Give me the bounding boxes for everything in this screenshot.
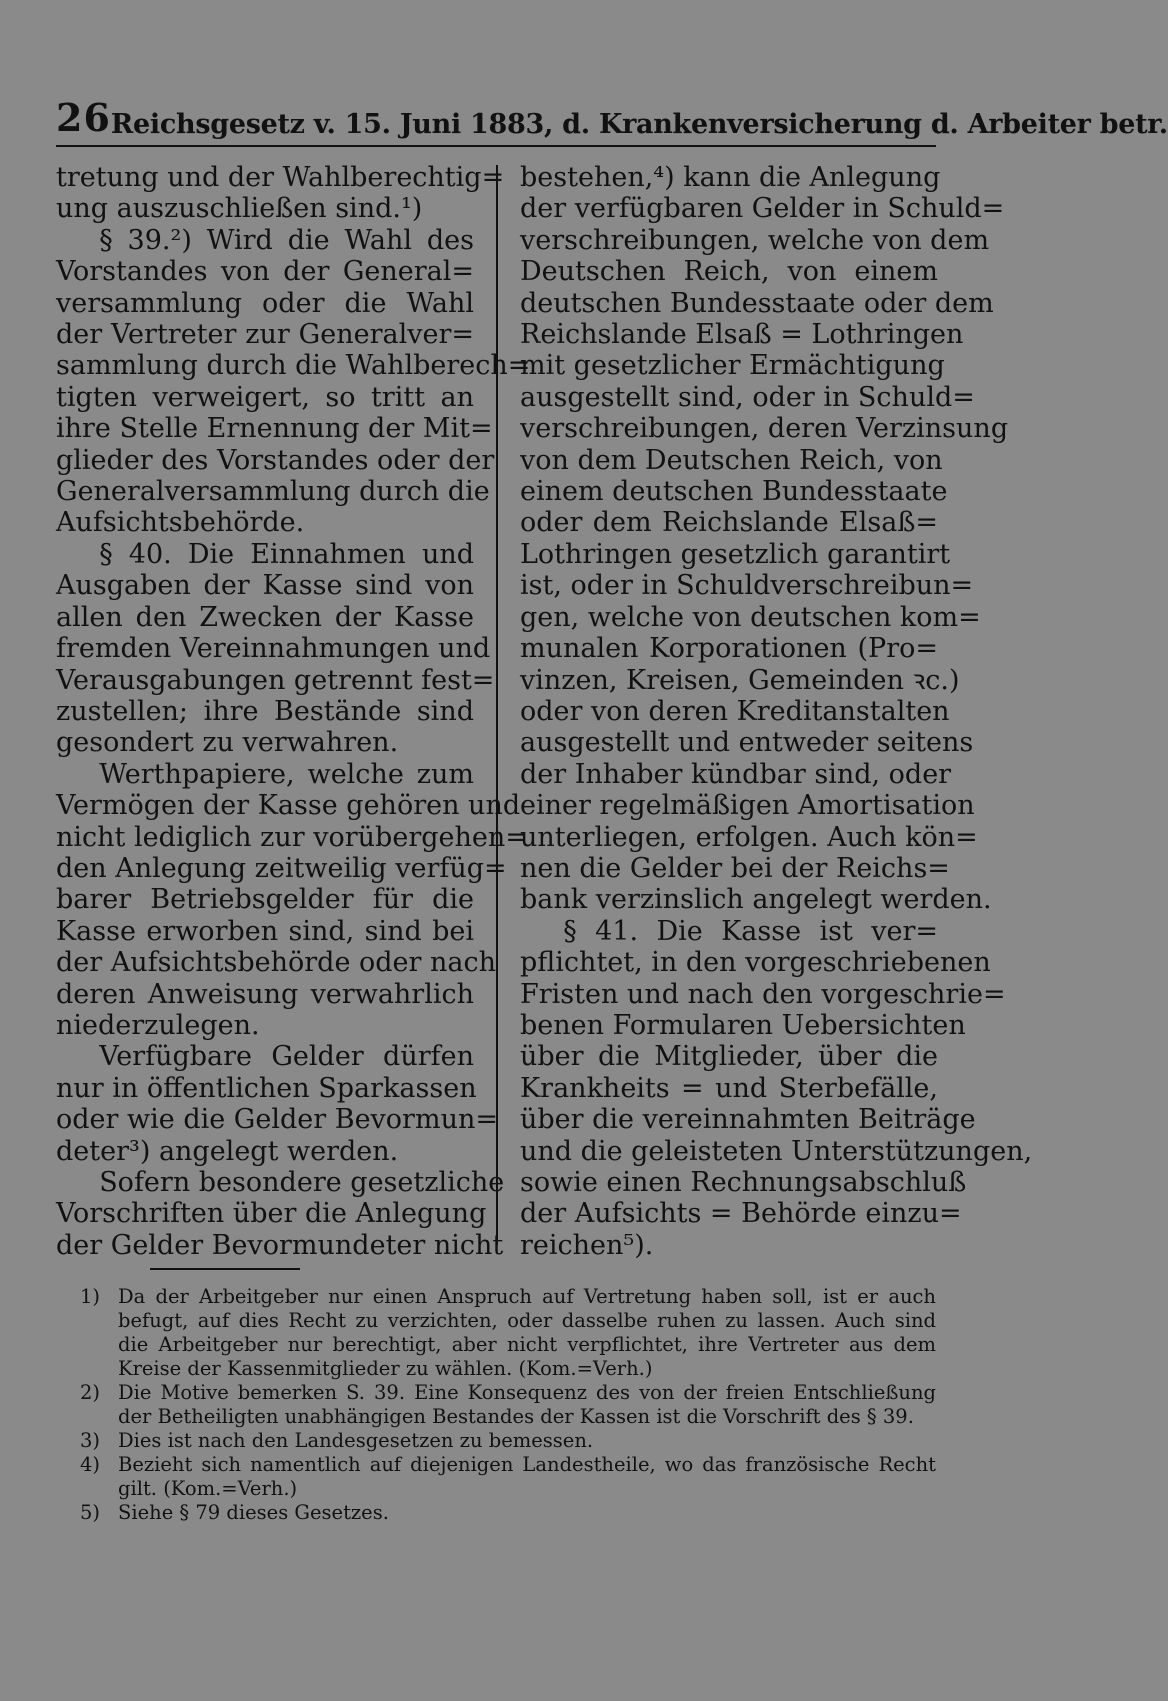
footnote bbox=[80, 1501, 936, 1525]
footnote-line: befugt, auf dies Recht zu verzichten, oder dasselbe ruhen zu lassen. Auch sind bbox=[118, 1309, 936, 1332]
text-line: Vorstandes von der General= bbox=[56, 256, 474, 288]
text-line: § 41. Die Kasse ist ver= bbox=[563, 915, 938, 947]
running-header bbox=[56, 92, 1168, 140]
text-line: munalen Korporationen (Pro= bbox=[520, 633, 938, 665]
text-line: den Anlegung zeitweilig verfüg= bbox=[56, 852, 507, 884]
text-line: tretung und der Wahlberechtig= bbox=[56, 162, 505, 193]
text-line: allen den Zwecken der Kasse bbox=[56, 601, 474, 633]
text-line: bank verzinslich angelegt werden. bbox=[520, 884, 992, 916]
text-line: ihre Stelle Ernennung der Mit= bbox=[56, 413, 493, 445]
text-line: fremden Vereinnahmungen und bbox=[56, 633, 491, 665]
left-column bbox=[56, 162, 531, 1261]
text-line: Kasse erworben sind, sind bei bbox=[56, 915, 474, 947]
text-line: verschreibungen, welche von dem bbox=[520, 224, 990, 256]
footnote-line: Dies ist nach den Landesgesetzen zu bemessen. bbox=[118, 1429, 594, 1452]
text-line: ausgestellt und entweder seitens bbox=[520, 727, 974, 759]
text-line: Krankheits = und Sterbefälle, bbox=[520, 1072, 938, 1104]
text-line: Sofern besondere gesetzliche bbox=[99, 1167, 505, 1198]
footnote bbox=[80, 1285, 936, 1381]
text-line: Generalversammlung durch die bbox=[56, 476, 490, 508]
text-line: § 39.²) Wird die Wahl des bbox=[99, 224, 474, 256]
text-line: glieder des Vorstandes oder der bbox=[56, 444, 495, 476]
text-line: zustellen; ihre Bestände sind bbox=[56, 695, 474, 727]
footnote-marker: 3) bbox=[80, 1429, 101, 1452]
running-title: Reichsgesetz v. 15. Juni 1883, d. Krankenversicherung d. Arbeiter betr. bbox=[110, 109, 1168, 140]
text-line: gesondert zu verwahren. bbox=[56, 727, 399, 759]
text-line: nur in öffentlichen Sparkassen bbox=[56, 1072, 477, 1104]
text-line: niederzulegen. bbox=[56, 1009, 260, 1041]
footnote-text bbox=[118, 1381, 936, 1429]
footnote-text bbox=[118, 1453, 936, 1501]
text-line: bestehen,⁴) kann die Anlegung bbox=[520, 162, 941, 193]
text-line: Verausgabungen getrennt fest= bbox=[56, 664, 495, 696]
footnote-line: Kreise der Kassenmitglieder zu wählen. (Kom.=Verh.) bbox=[118, 1357, 653, 1380]
right-column bbox=[520, 162, 1033, 1261]
text-line: sammlung durch die Wahlberech= bbox=[56, 350, 531, 382]
text-line: einem deutschen Bundesstaate bbox=[520, 476, 948, 508]
footnote-line: der Betheiligten unabhängigen Bestandes der Kassen ist die Vorschrift des § 39. bbox=[118, 1405, 914, 1428]
text-line: deter³) angelegt werden. bbox=[56, 1135, 399, 1167]
text-line: der Inhaber kündbar sind, oder bbox=[520, 758, 952, 790]
text-line: deren Anweisung verwahrlich bbox=[56, 978, 474, 1010]
text-line: der verfügbaren Gelder in Schuld= bbox=[520, 193, 1005, 225]
text-line: gen, welche von deutschen kom= bbox=[520, 601, 981, 633]
text-line: sowie einen Rechnungsabschluß bbox=[520, 1167, 967, 1198]
text-line: Lothringen gesetzlich garantirt bbox=[520, 538, 951, 570]
footnote bbox=[80, 1381, 936, 1429]
footnote-line: die Arbeitgeber nur berechtigt, aber nicht verpflichtet, ihre Vertreter aus dem bbox=[118, 1333, 936, 1356]
footnote-text bbox=[118, 1285, 936, 1381]
footnote-marker: 1) bbox=[80, 1285, 101, 1308]
footnote bbox=[80, 1453, 936, 1501]
text-line: einer regelmäßigen Amortisation bbox=[520, 790, 975, 822]
footnote-marker: 4) bbox=[80, 1453, 101, 1476]
header-rule bbox=[56, 145, 936, 147]
text-line: Werthpapiere, welche zum bbox=[99, 758, 474, 790]
text-line: tigten verweigert, so tritt an bbox=[56, 381, 474, 413]
column-divider bbox=[496, 165, 498, 1245]
text-line: der Aufsichts = Behörde einzu= bbox=[520, 1198, 962, 1230]
text-line: mit gesetzlicher Ermächtigung bbox=[520, 350, 945, 382]
text-line: oder dem Reichslande Elsaß= bbox=[520, 507, 938, 539]
text-line: der Vertreter zur Generalver= bbox=[56, 319, 474, 351]
footnote-line: Die Motive bemerken S. 39. Eine Konsequenz des von der freien Entschließung bbox=[118, 1381, 936, 1404]
text-line: Ausgaben der Kasse sind von bbox=[56, 570, 474, 602]
footnote-text bbox=[118, 1429, 936, 1453]
text-line: versammlung oder die Wahl bbox=[56, 287, 474, 319]
text-line: und die geleisteten Unterstützungen, bbox=[520, 1135, 1033, 1167]
text-line: benen Formularen Uebersichten bbox=[520, 1009, 966, 1041]
footnote-text bbox=[118, 1501, 936, 1525]
text-line: oder wie die Gelder Bevormun= bbox=[56, 1104, 498, 1136]
footnote-line: gilt. (Kom.=Verh.) bbox=[118, 1477, 298, 1500]
text-line: ausgestellt sind, oder in Schuld= bbox=[520, 381, 975, 413]
text-line: Vorschriften über die Anlegung bbox=[56, 1198, 487, 1230]
footnote-marker: 5) bbox=[80, 1501, 101, 1524]
text-line: oder von deren Kreditanstalten bbox=[520, 695, 950, 727]
text-line: der Aufsichtsbehörde oder nach bbox=[56, 947, 497, 979]
text-line: pflichtet, in den vorgeschriebenen bbox=[520, 947, 991, 979]
text-line: § 40. Die Einnahmen und bbox=[99, 538, 474, 570]
footnote-rule bbox=[150, 1268, 300, 1270]
text-line: Verfügbare Gelder dürfen bbox=[99, 1041, 474, 1073]
text-line: verschreibungen, deren Verzinsung bbox=[520, 413, 1009, 445]
footnote bbox=[80, 1429, 936, 1453]
footnote-line: Siehe § 79 dieses Gesetzes. bbox=[118, 1501, 389, 1524]
text-line: reichen⁵). bbox=[520, 1229, 654, 1261]
text-line: nicht lediglich zur vorübergehen= bbox=[56, 821, 528, 853]
text-line: von dem Deutschen Reich, von bbox=[520, 444, 943, 476]
text-line: Fristen und nach den vorgeschrie= bbox=[520, 978, 1006, 1010]
text-line: über die vereinnahmten Beiträge bbox=[520, 1104, 976, 1136]
text-line: deutschen Bundesstaate oder dem bbox=[520, 287, 994, 319]
text-line: vinzen, Kreisen, Gemeinden ꝛc.) bbox=[520, 664, 960, 696]
text-line: Aufsichtsbehörde. bbox=[56, 507, 305, 539]
text-line: Vermögen der Kasse gehören und bbox=[56, 790, 521, 822]
text-line: Reichslande Elsaß = Lothringen bbox=[520, 319, 964, 351]
footnotes bbox=[80, 1285, 936, 1525]
text-line: Deutschen Reich, von einem bbox=[520, 256, 938, 288]
text-line: nen die Gelder bei der Reichs= bbox=[520, 852, 950, 884]
footnote-line: Bezieht sich namentlich auf diejenigen Landestheile, wo das französische Recht bbox=[118, 1453, 936, 1476]
page-number: 26 bbox=[56, 95, 111, 140]
text-line: über die Mitglieder, über die bbox=[520, 1041, 938, 1073]
text-line: ung auszuschließen sind.¹) bbox=[56, 193, 423, 225]
footnote-marker: 2) bbox=[80, 1381, 101, 1404]
footnote-line: Da der Arbeitgeber nur einen Anspruch auf Vertretung haben soll, ist er auch bbox=[118, 1285, 936, 1308]
text-line: barer Betriebsgelder für die bbox=[56, 884, 474, 916]
text-line: ist, oder in Schuldverschreibun= bbox=[520, 570, 974, 602]
text-line: unterliegen, erfolgen. Auch kön= bbox=[520, 821, 978, 853]
text-line: der Gelder Bevormundeter nicht bbox=[56, 1229, 504, 1261]
